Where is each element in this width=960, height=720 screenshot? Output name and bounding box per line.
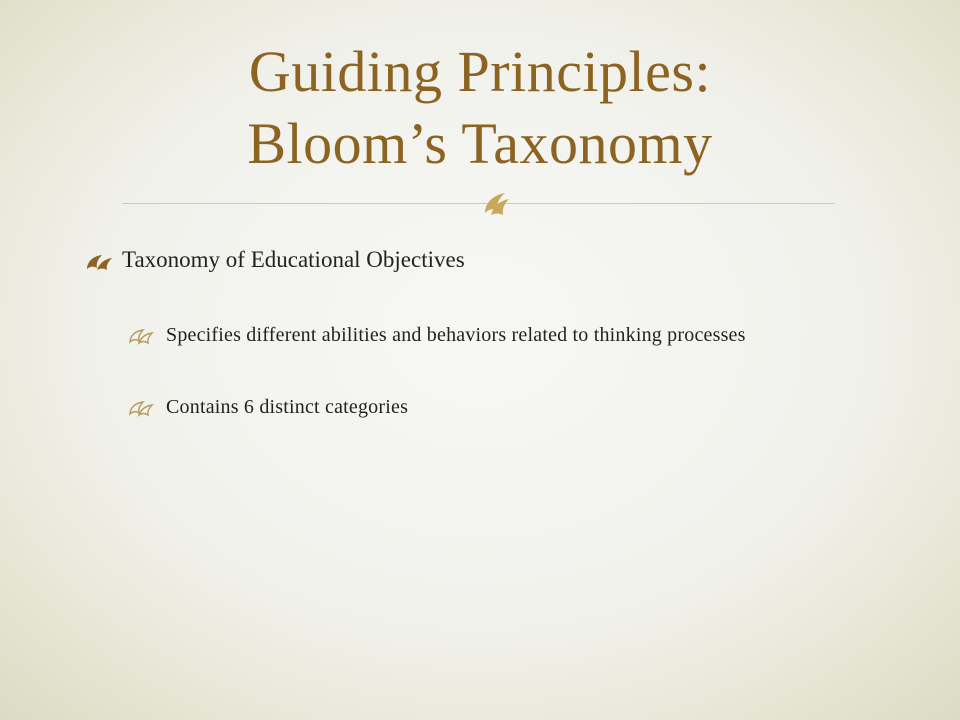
sub-bullet-text: Specifies different abilities and behaviors related to thinking processes [166, 324, 746, 346]
sub-bullet-text: Contains 6 distinct categories [166, 396, 409, 418]
slide-content [84, 244, 844, 466]
ornament-bullet-icon [128, 327, 154, 345]
slide-title [120, 36, 840, 180]
ornament-bullet-icon [128, 399, 154, 417]
sub-bullet-item [128, 394, 806, 420]
ornament-bullet-icon [84, 252, 114, 272]
bullet-text: Taxonomy of Educational Objectives [122, 247, 465, 272]
title-line-1: Guiding Principles: [248, 39, 712, 104]
ornament-icon [479, 189, 511, 219]
bullet-item [84, 244, 844, 276]
sub-bullet-item [128, 322, 806, 348]
title-line-2: Bloom’s Taxonomy [247, 111, 713, 176]
